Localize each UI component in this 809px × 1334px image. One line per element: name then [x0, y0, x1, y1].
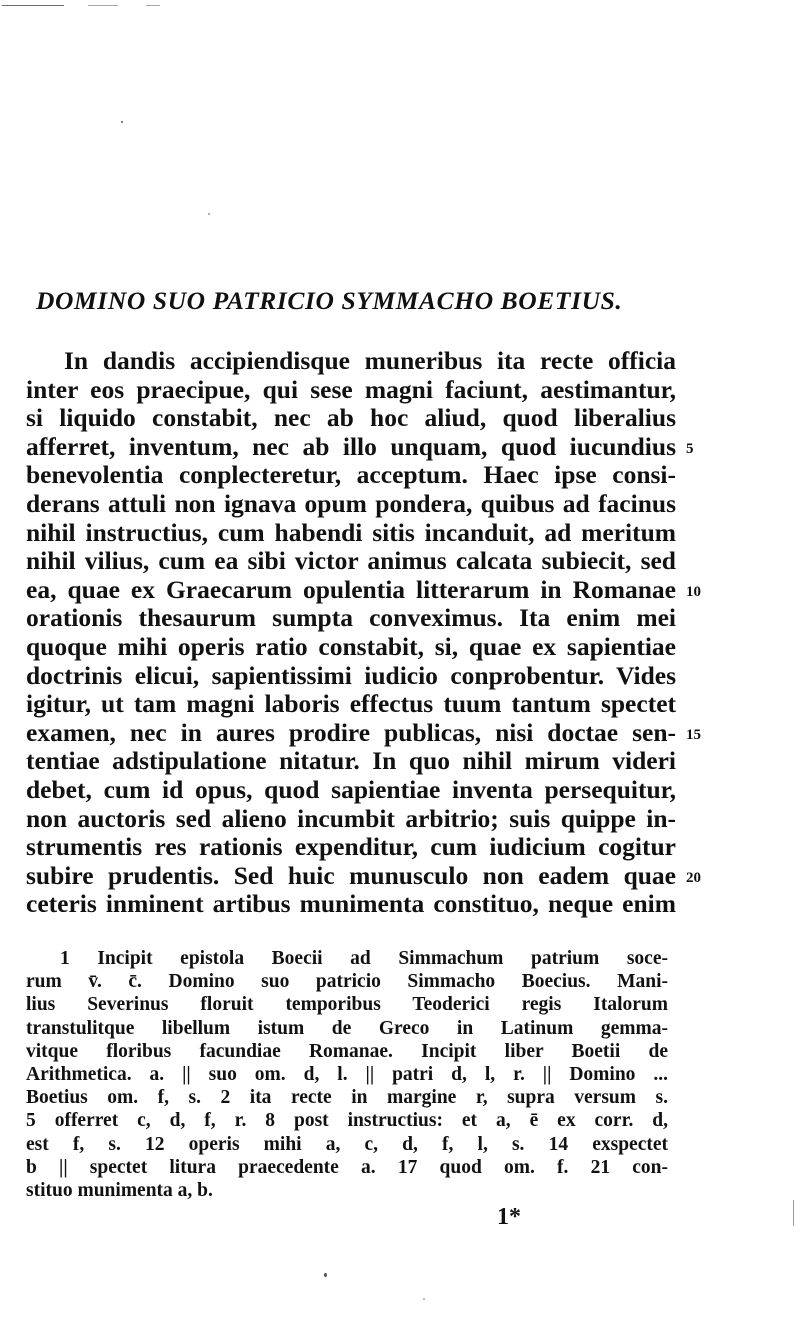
text-line: [26, 861, 701, 891]
footnote-line: [26, 1063, 668, 1086]
text-line-content: si liquido constabit, nec ab hoc aliud, quod liberalius: [26, 404, 676, 433]
text-line-content: strumentis res rationis expenditur, cum iudicium cogitur: [26, 833, 676, 862]
scan-mark: [146, 5, 160, 6]
scan-mark: [88, 5, 118, 6]
text-line: [26, 404, 676, 433]
footnote-line-content: rum v̄. c̄. Domino suo patricio Simmacho Boecius. Mani-: [26, 971, 668, 993]
edge-line: [793, 1200, 794, 1226]
text-line-content: nihil vilius, cum ea sibi victor animus calcata subiecit, sed: [26, 547, 676, 576]
footnote-line: [26, 1156, 668, 1179]
text-line-content: benevolentia conplecteretur, acceptum. Haec ipse consi-: [26, 461, 676, 490]
footnote-line: [26, 1109, 668, 1132]
text-line: [26, 519, 676, 548]
text-line: [26, 575, 701, 605]
text-line: [26, 547, 676, 576]
line-number: 10: [686, 583, 701, 600]
footnotes: [26, 947, 668, 1202]
text-line: [26, 690, 676, 719]
text-line-content: igitur, ut tam magni laboris effectus tuum tantum spectet: [26, 690, 676, 719]
text-line: [26, 376, 676, 405]
speck: [324, 1273, 327, 1277]
footnote-line-content: Boetius om. f, s. 2 ita recte in margine r, supra versum s.: [26, 1087, 668, 1109]
text-line-content: inter eos praecipue, qui sese magni faciunt, aestimantur,: [26, 375, 676, 404]
text-line: [26, 633, 676, 662]
line-number: 5: [686, 440, 694, 457]
text-line-content: ea, quae ex Graecarum opulentia litterarum in Romanae: [26, 575, 676, 604]
text-line-content: examen, nec in aures prodire publicas, nisi doctae sen-: [26, 718, 676, 747]
text-line: [26, 347, 676, 376]
text-line-content: orationis thesaurum sumpta conveximus. Ita enim mei: [26, 604, 676, 633]
main-text: [26, 347, 701, 919]
text-line: [26, 604, 676, 633]
text-line-content: ceteris inminent artibus munimenta constituo, neque enim: [26, 890, 676, 919]
footnote-line: [26, 1133, 668, 1156]
footnote-line: [26, 947, 668, 970]
footnote-line: [26, 1086, 668, 1109]
footnote-line: [26, 1040, 668, 1063]
text-line: [26, 747, 676, 776]
scan-mark: [2, 5, 64, 6]
footnote-line: [26, 1017, 668, 1040]
footnote-line-content: b || spectet litura praecedente a. 17 quod om. f. 21 con-: [26, 1156, 668, 1178]
text-line: [26, 833, 676, 862]
footnote-line-content: 5 offerret c, d, f, r. 8 post instructius: et a, ē ex corr. d,: [26, 1110, 668, 1132]
text-line-content: In dandis accipiendisque muneribus ita recte officia: [64, 347, 676, 375]
footnote-line: [26, 1179, 668, 1202]
footnote-line-content: vitque floribus facundiae Romanae. Incipit liber Boetii de: [26, 1040, 668, 1062]
line-number: 15: [686, 726, 701, 743]
heading-title: DOMINO SUO PATRICIO SYMMACHO BOETIUS.: [36, 286, 623, 315]
line-number: 20: [686, 869, 701, 886]
footnote-line-content: est f, s. 12 operis mihi a, c, d, f, l, s. 14 exspectet: [26, 1133, 668, 1155]
text-line: [26, 718, 701, 748]
footnote-line-content: transtulitque libellum istum de Greco in Latinum gemma-: [26, 1017, 668, 1039]
footnote-line-content: lius Severinus floruit temporibus Teoderici regis Italorum: [26, 994, 668, 1016]
text-line: [26, 890, 676, 919]
text-line-content: non auctoris sed alieno incumbit arbitrio; suis quippe in-: [26, 804, 676, 833]
footnote-line: [26, 970, 668, 993]
text-line-content: derans attuli non ignava opum pondera, quibus ad facinus: [26, 489, 676, 518]
text-line-content: tentiae adstipulatione nitatur. In quo nihil mirum videri: [26, 747, 676, 776]
text-line: [26, 461, 676, 490]
speck: [121, 121, 123, 123]
text-line-content: subire prudentis. Sed huic munusculo non eadem quae: [26, 861, 676, 890]
footnote-line: [26, 993, 668, 1016]
footnote-line-content: stituo munimenta a, b.: [26, 1179, 213, 1201]
footnote-line-content: Arithmetica. a. || suo om. d, l. || patri d, l, r. || Domino ...: [26, 1063, 668, 1085]
folio: 1*: [497, 1204, 521, 1230]
text-line-content: doctrinis elicui, sapientissimi iudicio conprobentur. Vides: [26, 661, 676, 690]
text-line: [26, 662, 676, 691]
text-line-content: nihil instructius, cum habendi sitis incanduit, ad meritum: [26, 518, 676, 547]
speck: [208, 213, 210, 215]
text-line-content: quoque mihi operis ratio constabit, si, quae ex sapientiae: [26, 632, 676, 661]
text-line-content: debet, cum id opus, quod sapientiae inventa persequitur,: [26, 775, 676, 804]
speck: [423, 1298, 425, 1300]
text-line: [26, 432, 694, 462]
text-line: [26, 776, 676, 805]
text-line-content: afferret, inventum, nec ab illo unquam, quod iucundius: [26, 432, 676, 461]
text-line: [26, 805, 676, 834]
footnote-line-content: 1 Incipit epistola Boecii ad Simmachum patrium soce-: [60, 948, 668, 969]
text-line: [26, 490, 676, 519]
